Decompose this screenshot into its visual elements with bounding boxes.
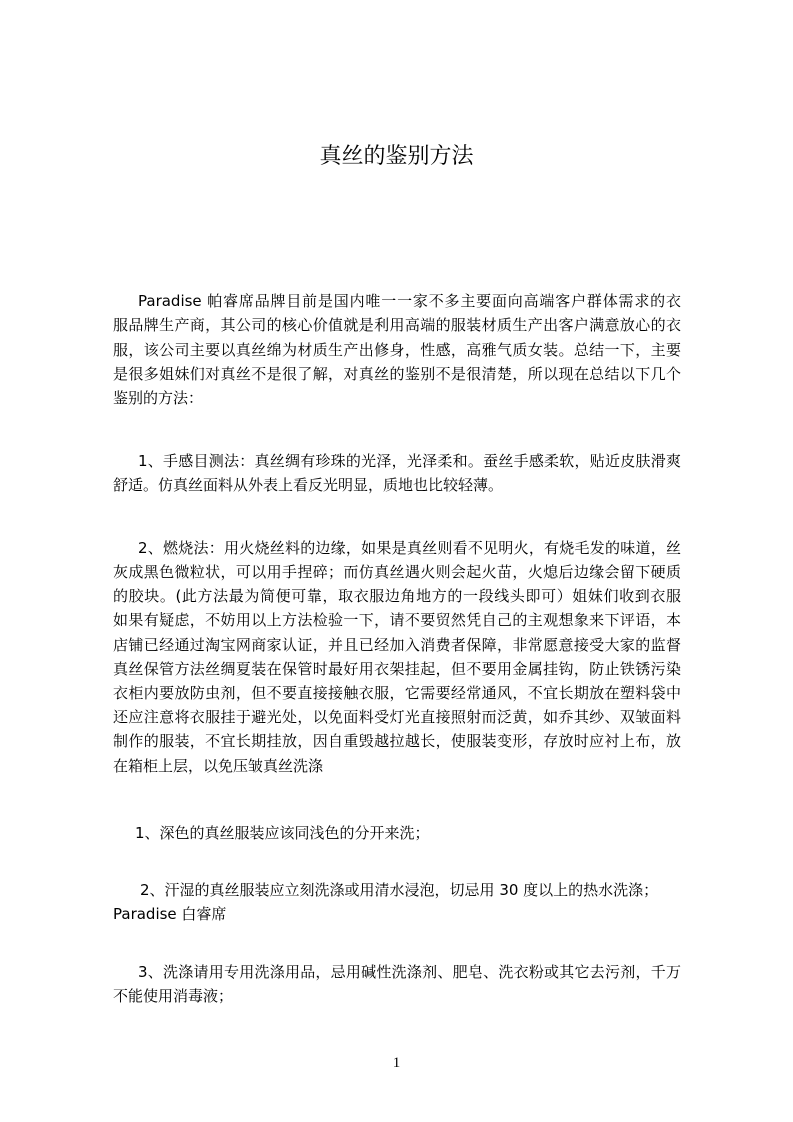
text-line: 灰成黑色微粒状，可以用手捏碎；而仿真丝遇火则会起火苗，火熄后边缘会留下硬质 <box>113 563 681 581</box>
text-line: 服品牌生产商，其公司的核心价值就是利用高端的服装材质生产出客户满意放心的衣 <box>113 316 681 334</box>
text-line: 2、燃烧法：用火烧丝料的边缘，如果是真丝则看不见明火，有烧毛发的味道，丝 <box>138 539 681 557</box>
text-line: 真丝保管方法丝绸夏装在保管时最好用衣架挂起，但不要用金属挂钩，防止铁锈污染 <box>113 660 681 678</box>
text-line: 制作的服装，不宜长期挂放，因自重毁越拉越长，使服装变形，存放时应衬上布，放 <box>113 732 681 750</box>
text-line: 衣柜内要放防虫剂，但不要直接接触衣服，它需要经常通风，不宜长期放在塑料袋中 <box>113 684 681 702</box>
text-line: 鉴别的方法： <box>113 389 204 407</box>
text-line: 舒适。仿真丝面料从外表上看反光明显，质地也比较轻薄。 <box>113 476 504 494</box>
text-line: 店铺已经通过淘宝网商家认证，并且已经加入消费者保障，非常愿意接受大家的监督 <box>113 636 681 654</box>
document-title: 真丝的鉴别方法 <box>319 144 474 169</box>
text-line: 如果有疑虑，不妨用以上方法检验一下，请不要贸然凭自己的主观想象来下评语，本 <box>113 611 681 629</box>
text-line: 3、洗涤请用专用洗涤用品，忌用碱性洗涤剂、肥皂、洗衣粉或其它去污剂，千万 <box>138 963 681 981</box>
text-line: 1、深色的真丝服装应该同浅色的分开来洗； <box>135 824 430 842</box>
text-line: 是很多姐妹们对真丝不是很了解，对真丝的鉴别不是很清楚，所以现在总结以下几个 <box>113 365 681 383</box>
text-line: 2、汗湿的真丝服装应立刻洗涤或用清水浸泡，切忌用 30 度以上的热水洗涤； <box>140 881 659 899</box>
text-line: 在箱柜上层，以免压皱真丝洗涤 <box>113 757 324 775</box>
text-line: 1、手感目测法：真丝绸有珍珠的光泽，光泽柔和。蚕丝手感柔软，贴近皮肤滑爽 <box>138 452 681 470</box>
page-number: 1 <box>392 1055 401 1071</box>
text-line: 的胶块。(此方法最为简便可靠，取衣服边角地方的一段线头即可）姐妹们收到衣服 <box>113 587 681 605</box>
text-line: 不能使用消毒液； <box>113 987 234 1005</box>
text-line: 服，该公司主要以真丝绵为材质生产出修身，性感，高雅气质女装。总结一下，主要 <box>113 341 681 359</box>
text-line: 还应注意将衣服挂于避光处，以免面料受灯光直接照射而泛黄，如乔其纱、双皱面料 <box>113 708 681 726</box>
text-line: Paradise 白睿席 <box>113 905 227 923</box>
text-line: Paradise 帕睿席品牌目前是国内唯一一家不多主要面向高端客户群体需求的衣 <box>138 292 681 310</box>
